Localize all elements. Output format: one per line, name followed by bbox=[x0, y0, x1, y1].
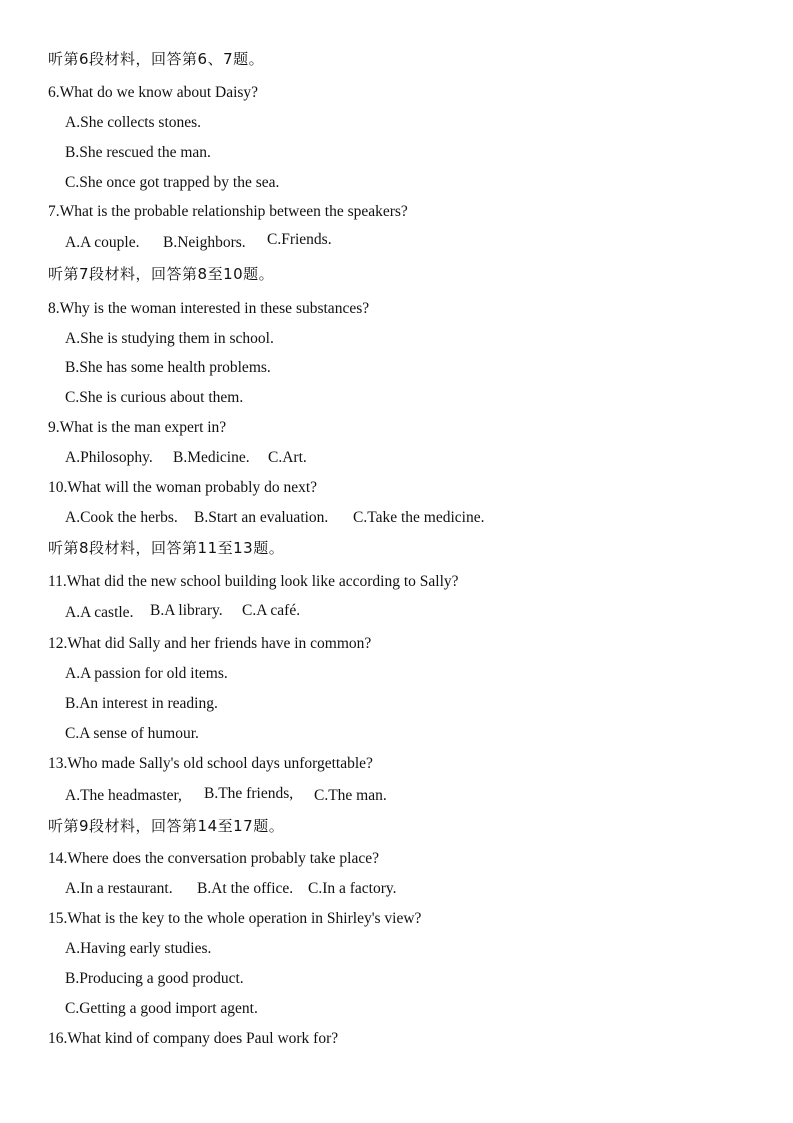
section-heading-6: 听第6段材料，回答第6、7题。 bbox=[48, 50, 265, 68]
question-6-option-a: A.She collects stones. bbox=[65, 114, 202, 131]
question-7-option-b: B.Neighbors. bbox=[163, 234, 246, 251]
question-8-option-a: A.She is studying them in school. bbox=[65, 330, 274, 347]
question-14-option-c: C.In a factory. bbox=[308, 880, 397, 897]
question-10-option-a: A.Cook the herbs. bbox=[65, 509, 178, 526]
question-9-stem: 9.What is the man expert in? bbox=[48, 419, 227, 436]
question-6-option-c: C.She once got trapped by the sea. bbox=[65, 174, 280, 191]
question-15-option-b: B.Producing a good product. bbox=[65, 970, 244, 987]
question-14-option-a: A.In a restaurant. bbox=[65, 880, 173, 897]
question-15-option-a: A.Having early studies. bbox=[65, 940, 212, 957]
question-13-option-a: A.The headmaster, bbox=[65, 787, 182, 804]
section-heading-9: 听第9段材料，回答第14至17题。 bbox=[48, 817, 285, 835]
question-9-option-b: B.Medicine. bbox=[173, 449, 250, 466]
question-12-stem: 12.What did Sally and her friends have in common? bbox=[48, 635, 372, 652]
question-10-option-c: C.Take the medicine. bbox=[353, 509, 485, 526]
section-heading-8: 听第8段材料，回答第11至13题。 bbox=[48, 539, 285, 557]
question-16-stem: 16.What kind of company does Paul work for? bbox=[48, 1030, 339, 1047]
question-10-stem: 10.What will the woman probably do next? bbox=[48, 479, 318, 496]
question-7-option-c: C.Friends. bbox=[267, 231, 332, 248]
question-13-stem: 13.Who made Sally's old school days unforgettable? bbox=[48, 755, 373, 772]
question-8-stem: 8.Why is the woman interested in these substances? bbox=[48, 300, 370, 317]
question-11-option-a: A.A castle. bbox=[65, 604, 134, 621]
question-12-option-b: B.An interest in reading. bbox=[65, 695, 218, 712]
question-10-option-b: B.Start an evaluation. bbox=[194, 509, 329, 526]
question-15-option-c: C.Getting a good import agent. bbox=[65, 1000, 258, 1017]
question-11-option-c: C.A café. bbox=[242, 602, 301, 619]
question-9-option-c: C.Art. bbox=[268, 449, 307, 466]
question-11-stem: 11.What did the new school building look like according to Sally? bbox=[48, 573, 459, 590]
question-7-stem: 7.What is the probable relationship between the speakers? bbox=[48, 203, 408, 220]
question-7-option-a: A.A couple. bbox=[65, 234, 140, 251]
question-6-stem: 6.What do we know about Daisy? bbox=[48, 84, 259, 101]
section-heading-7: 听第7段材料，回答第8至10题。 bbox=[48, 265, 275, 283]
question-13-option-c: C.The man. bbox=[314, 787, 387, 804]
question-12-option-a: A.A passion for old items. bbox=[65, 665, 228, 682]
question-9-option-a: A.Philosophy. bbox=[65, 449, 153, 466]
question-8-option-c: C.She is curious about them. bbox=[65, 389, 244, 406]
question-14-stem: 14.Where does the conversation probably take place? bbox=[48, 850, 379, 867]
question-12-option-c: C.A sense of humour. bbox=[65, 725, 199, 742]
question-8-option-b: B.She has some health problems. bbox=[65, 359, 271, 376]
question-13-option-b: B.The friends, bbox=[204, 785, 294, 802]
question-11-option-b: B.A library. bbox=[150, 602, 223, 619]
question-15-stem: 15.What is the key to the whole operation in Shirley's view? bbox=[48, 910, 422, 927]
question-14-option-b: B.At the office. bbox=[197, 880, 294, 897]
question-6-option-b: B.She rescued the man. bbox=[65, 144, 211, 161]
